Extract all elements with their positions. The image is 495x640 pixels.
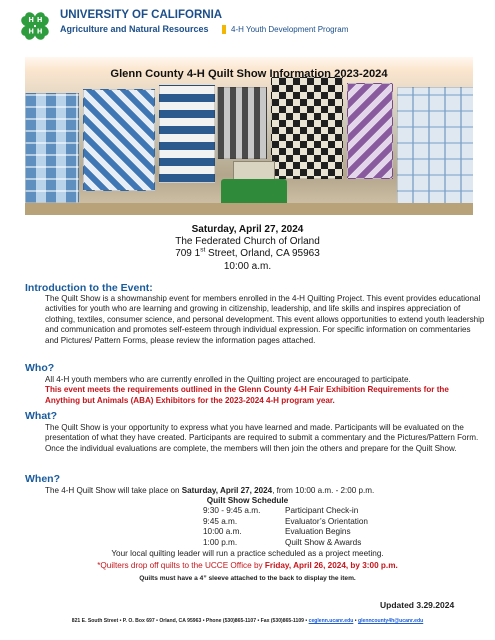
quilt-display (397, 87, 473, 207)
footer-address: 821 E. South Street • P. O. Box 697 • Orland, CA 95963 • Phone (530)865-1107 • Fax (530)865-1109 • (71, 618, 309, 624)
when-text: The 4-H Quilt Show will take place on Saturday, April 27, 2024, from 10:00 a.m. - 2:00 p.m. (45, 486, 375, 495)
4h-clover-logo-icon (16, 6, 54, 46)
event-date: Saturday, April 27, 2024 (191, 224, 304, 235)
svg-text:H: H (28, 27, 34, 36)
floor (25, 203, 473, 215)
page-header (14, 4, 484, 48)
what-text: The Quilt Show is your opportunity to express what you have learned and made. Participants will be evaluated on the presentation of what they have created. Participants are required to submit a commentary and the Pictures/Pattern Form. Once the individual evaluations are complete, the members will then join the others and prepare for the Quilt Show. (45, 423, 479, 453)
schedule-row: 9:45 a.m. Evaluator’s Orientation (203, 516, 368, 526)
svg-text:H: H (36, 27, 43, 36)
quilt-show-schedule (0, 496, 495, 584)
dropoff-note: *Quilters drop off quilts to the UCCE Office by Friday, April 26, 2024, by 3:00 p.m. (97, 561, 398, 571)
event-time: 10:00 a.m. (223, 260, 272, 272)
quilt-display (25, 93, 79, 203)
svg-text:H: H (28, 16, 34, 25)
svg-text:H: H (36, 16, 43, 25)
website-link[interactable]: ceglenn.ucanr.edu (308, 618, 354, 624)
schedule-row: 9:30 - 9:45 a.m. Participant Check-in (203, 506, 359, 516)
schedule-title: Quilt Show Schedule (206, 496, 289, 505)
department-name: Agriculture and Natural Resources (60, 24, 209, 34)
schedule-row: 1:00 p.m. Quilt Show & Awards (203, 537, 362, 547)
who-text: All 4-H youth members who are currently enrolled in the Quilting project are encouraged to participate. This event meets the requirements outlined in the Glenn County 4-H Fair Exhibition Requirements for the Anything but Animals (ABA) Exhibitors for the 2023-2024 4-H program year. (45, 375, 449, 405)
updated-date: Updated 3.29.2024 (380, 600, 455, 610)
program-divider (222, 25, 226, 34)
who-requirement: This event meets the requirements outlined in the Glenn County 4-H Fair Exhibition Requirements for the Anything but Animals (ABA) Exhibitors for the 2023-2024 4-H program year. (45, 385, 449, 405)
schedule-row: 10:00 a.m. Evaluation Begins (203, 527, 351, 537)
intro-text: The Quilt Show is a showmanship event for members enrolled in the 4-H Quilting Project. This event provides educational activities for youth who are learning and growing in citizenship, leadership, and life skills and inspires appreciation of clothing, textiles, consumer science, and personal development. This event allows opportunities to extend youth leadership and communication and promotes self-esteem through individual expression. For specific information on commentaries and Pictures/ Pattern Forms, please review the information pages attached. (45, 294, 485, 345)
university-name: UNIVERSITY OF CALIFORNIA (60, 9, 223, 21)
intro-heading: Introduction to the Event: (25, 282, 153, 294)
program-name: 4-H Youth Development Program (231, 25, 349, 34)
event-venue: The Federated Church of Orland (175, 236, 320, 248)
page-title: Glenn County 4-H Quilt Show Information 2023-2024 (110, 68, 388, 80)
quilt-display (271, 77, 343, 179)
sleeve-note: Quilts must have a 4” sleeve attached to the back to display the item. (139, 574, 356, 582)
event-address: 709 1st Street, Orland, CA 95963 (175, 247, 320, 260)
practice-note: Your local quilting leader will run a practice scheduled as a project meeting. (111, 548, 384, 558)
quilt-display (347, 83, 393, 179)
quilt-display (83, 89, 155, 191)
event-info (0, 224, 495, 273)
who-heading: Who? (25, 362, 55, 374)
quilt-show-photo (25, 57, 473, 215)
email-link[interactable]: glenncounty4h@ucanr.edu (357, 618, 424, 624)
what-heading: What? (25, 410, 58, 422)
quilt-display (159, 85, 215, 183)
when-heading: When? (25, 473, 60, 485)
footer: 821 E. South Street • P. O. Box 697 • Orland, CA 95963 • Phone (530)865-1107 • Fax (530)865-1109 • ceglenn.ucanr.edu • glenncounty4h@ucanr.edu (71, 618, 424, 624)
quilt-display (217, 87, 267, 159)
